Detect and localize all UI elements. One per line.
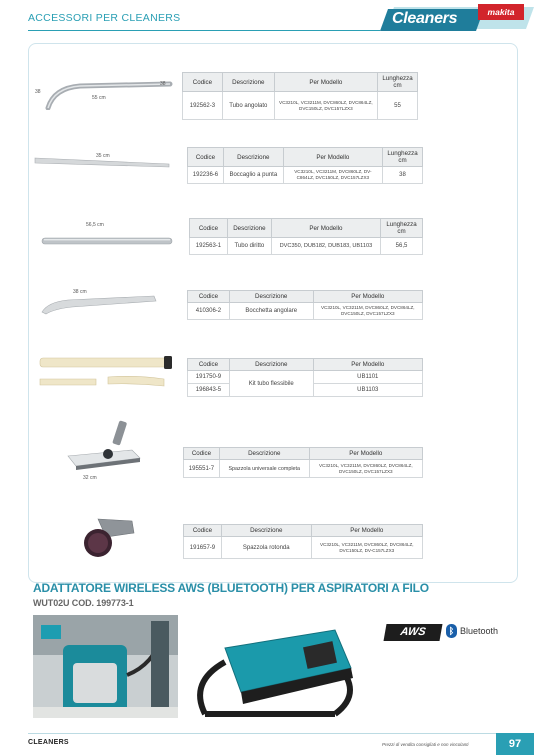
product-description: Bocchetta angolare (229, 303, 313, 320)
round-brush-image (76, 515, 140, 559)
product-code: 192562-3 (183, 92, 223, 120)
column-header: Lunghezza cm (381, 219, 423, 238)
spec-table-191657-9 (183, 524, 423, 559)
makita-logo: makita (478, 4, 524, 20)
compatible-models: VC3210L, VC3211M, DVC860LZ, DVC864LZ, DVC150LZ, DVC157LZX3 (274, 92, 377, 120)
spec-table-192562-3 (182, 72, 418, 120)
table-row (188, 371, 423, 384)
product-description: Spazzola rotonda (221, 537, 311, 559)
column-header: Per Modello (274, 73, 377, 92)
compatible-models: VC3210L, VC3211M, DVC860LZ, DV-C864LZ, DVC150LZ, DVC157LZX3 (283, 167, 382, 184)
compatible-models: VC3210L, VC3211M, DVC860LZ, DVC864LZ, DVC150LZ, DV-C157LZX3 (311, 537, 422, 559)
column-header: Descrizione (229, 359, 313, 371)
table-row (183, 92, 418, 120)
column-header: Per Modello (313, 359, 422, 371)
product-code: 191657-9 (184, 537, 222, 559)
table-row (190, 238, 423, 255)
spec-table-192236-6 (187, 147, 423, 184)
bluetooth-icon: ᛒ (446, 624, 457, 638)
column-header: Per Modello (271, 219, 380, 238)
table-row (184, 537, 423, 559)
spec-table-410306-2 (187, 290, 423, 320)
table-row (188, 303, 423, 320)
header-rule (28, 30, 380, 31)
aws-adapter-image (185, 622, 370, 722)
product-length: 38 (383, 167, 423, 184)
column-header: Descrizione (227, 219, 271, 238)
column-header: Descrizione (223, 148, 283, 167)
column-header: Per Modello (311, 525, 422, 537)
table-row (188, 167, 423, 184)
product-description: Spazzola universale completa (219, 460, 309, 478)
column-header: Lunghezza cm (378, 73, 418, 92)
dimension-label: 38 cm (73, 289, 87, 295)
spec-table-195551-7 (183, 447, 423, 478)
table-row (184, 460, 423, 478)
compatible-models: VC3210L, VC3211M, DVC860LZ, DVC864LZ, DVC150LZ, DVC157LZX3 (313, 303, 422, 320)
column-header: Per Modello (313, 291, 422, 303)
bluetooth-badge (446, 624, 498, 638)
aws-section-title: ADATTATORE WIRELESS AWS (BLUETOOTH) PER ASPIRATORI A FILO (33, 581, 429, 595)
straight-tube-image (40, 234, 175, 248)
column-header: Per Modello (283, 148, 382, 167)
floor-brush-image (62, 420, 144, 472)
spec-table-flexible-hose (187, 358, 423, 397)
product-length: 55 (378, 92, 418, 120)
column-header: Codice (188, 359, 230, 371)
product-description: Tubo diritto (227, 238, 271, 255)
product-description: Kit tubo flessibile (229, 371, 313, 397)
dimension-label: 38 (160, 81, 166, 87)
column-header: Lunghezza cm (383, 148, 423, 167)
page-number: 97 (496, 733, 534, 755)
dimension-label: 38 (35, 89, 41, 95)
column-header: Descrizione (222, 73, 274, 92)
product-code: 196843-5 (188, 384, 230, 397)
column-header: Descrizione (229, 291, 313, 303)
angled-tube-image (40, 78, 175, 110)
dimension-label: 32 cm (83, 475, 97, 481)
footer-rule (28, 733, 496, 734)
compatible-models: VC3210L, VC3211M, DVC860LZ, DVC864LZ, DVC150LZ, DVC157LZX3 (309, 460, 422, 478)
product-code: 410306-2 (188, 303, 230, 320)
column-header: Codice (183, 73, 223, 92)
column-header: Descrizione (219, 448, 309, 460)
angled-nozzle-image (38, 292, 158, 316)
product-code: 192236-6 (188, 167, 224, 184)
product-length: 56,5 (381, 238, 423, 255)
column-header: Codice (188, 291, 230, 303)
vacuum-photo (33, 615, 178, 718)
column-header: Codice (184, 525, 222, 537)
aws-section-subtitle: WUT02U COD. 199773-1 (33, 598, 134, 608)
brand-tab-label: Cleaners (392, 10, 458, 27)
product-description: Tubo angolato (222, 92, 274, 120)
column-header: Codice (184, 448, 220, 460)
product-description: Boccaglio a punta (223, 167, 283, 184)
compatible-models: UB1103 (313, 384, 422, 397)
product-code: 192563-1 (190, 238, 228, 255)
compatible-models: UB1101 (313, 371, 422, 384)
compatible-models: DVC350, DUB182, DUB183, UB1103 (271, 238, 380, 255)
price-note: Prezzi di vendita consigliati e non vincolanti (382, 742, 469, 747)
flexible-hose-kit-image (36, 355, 181, 393)
spec-table-192563-1 (189, 218, 423, 255)
footer-section-label: CLEANERS (28, 739, 69, 746)
dimension-label: 55 cm (92, 95, 106, 101)
aws-badge: AWS (384, 624, 443, 641)
product-code: 191750-9 (188, 371, 230, 384)
column-header: Descrizione (221, 525, 311, 537)
column-header: Codice (188, 148, 224, 167)
product-code: 195551-7 (184, 460, 220, 478)
section-title: ACCESSORI PER CLEANERS (28, 12, 181, 24)
dimension-label: 35 cm (96, 153, 110, 159)
column-header: Codice (190, 219, 228, 238)
bluetooth-label: Bluetooth (460, 626, 499, 636)
dimension-label: 56,5 cm (86, 222, 104, 228)
column-header: Per Modello (309, 448, 422, 460)
